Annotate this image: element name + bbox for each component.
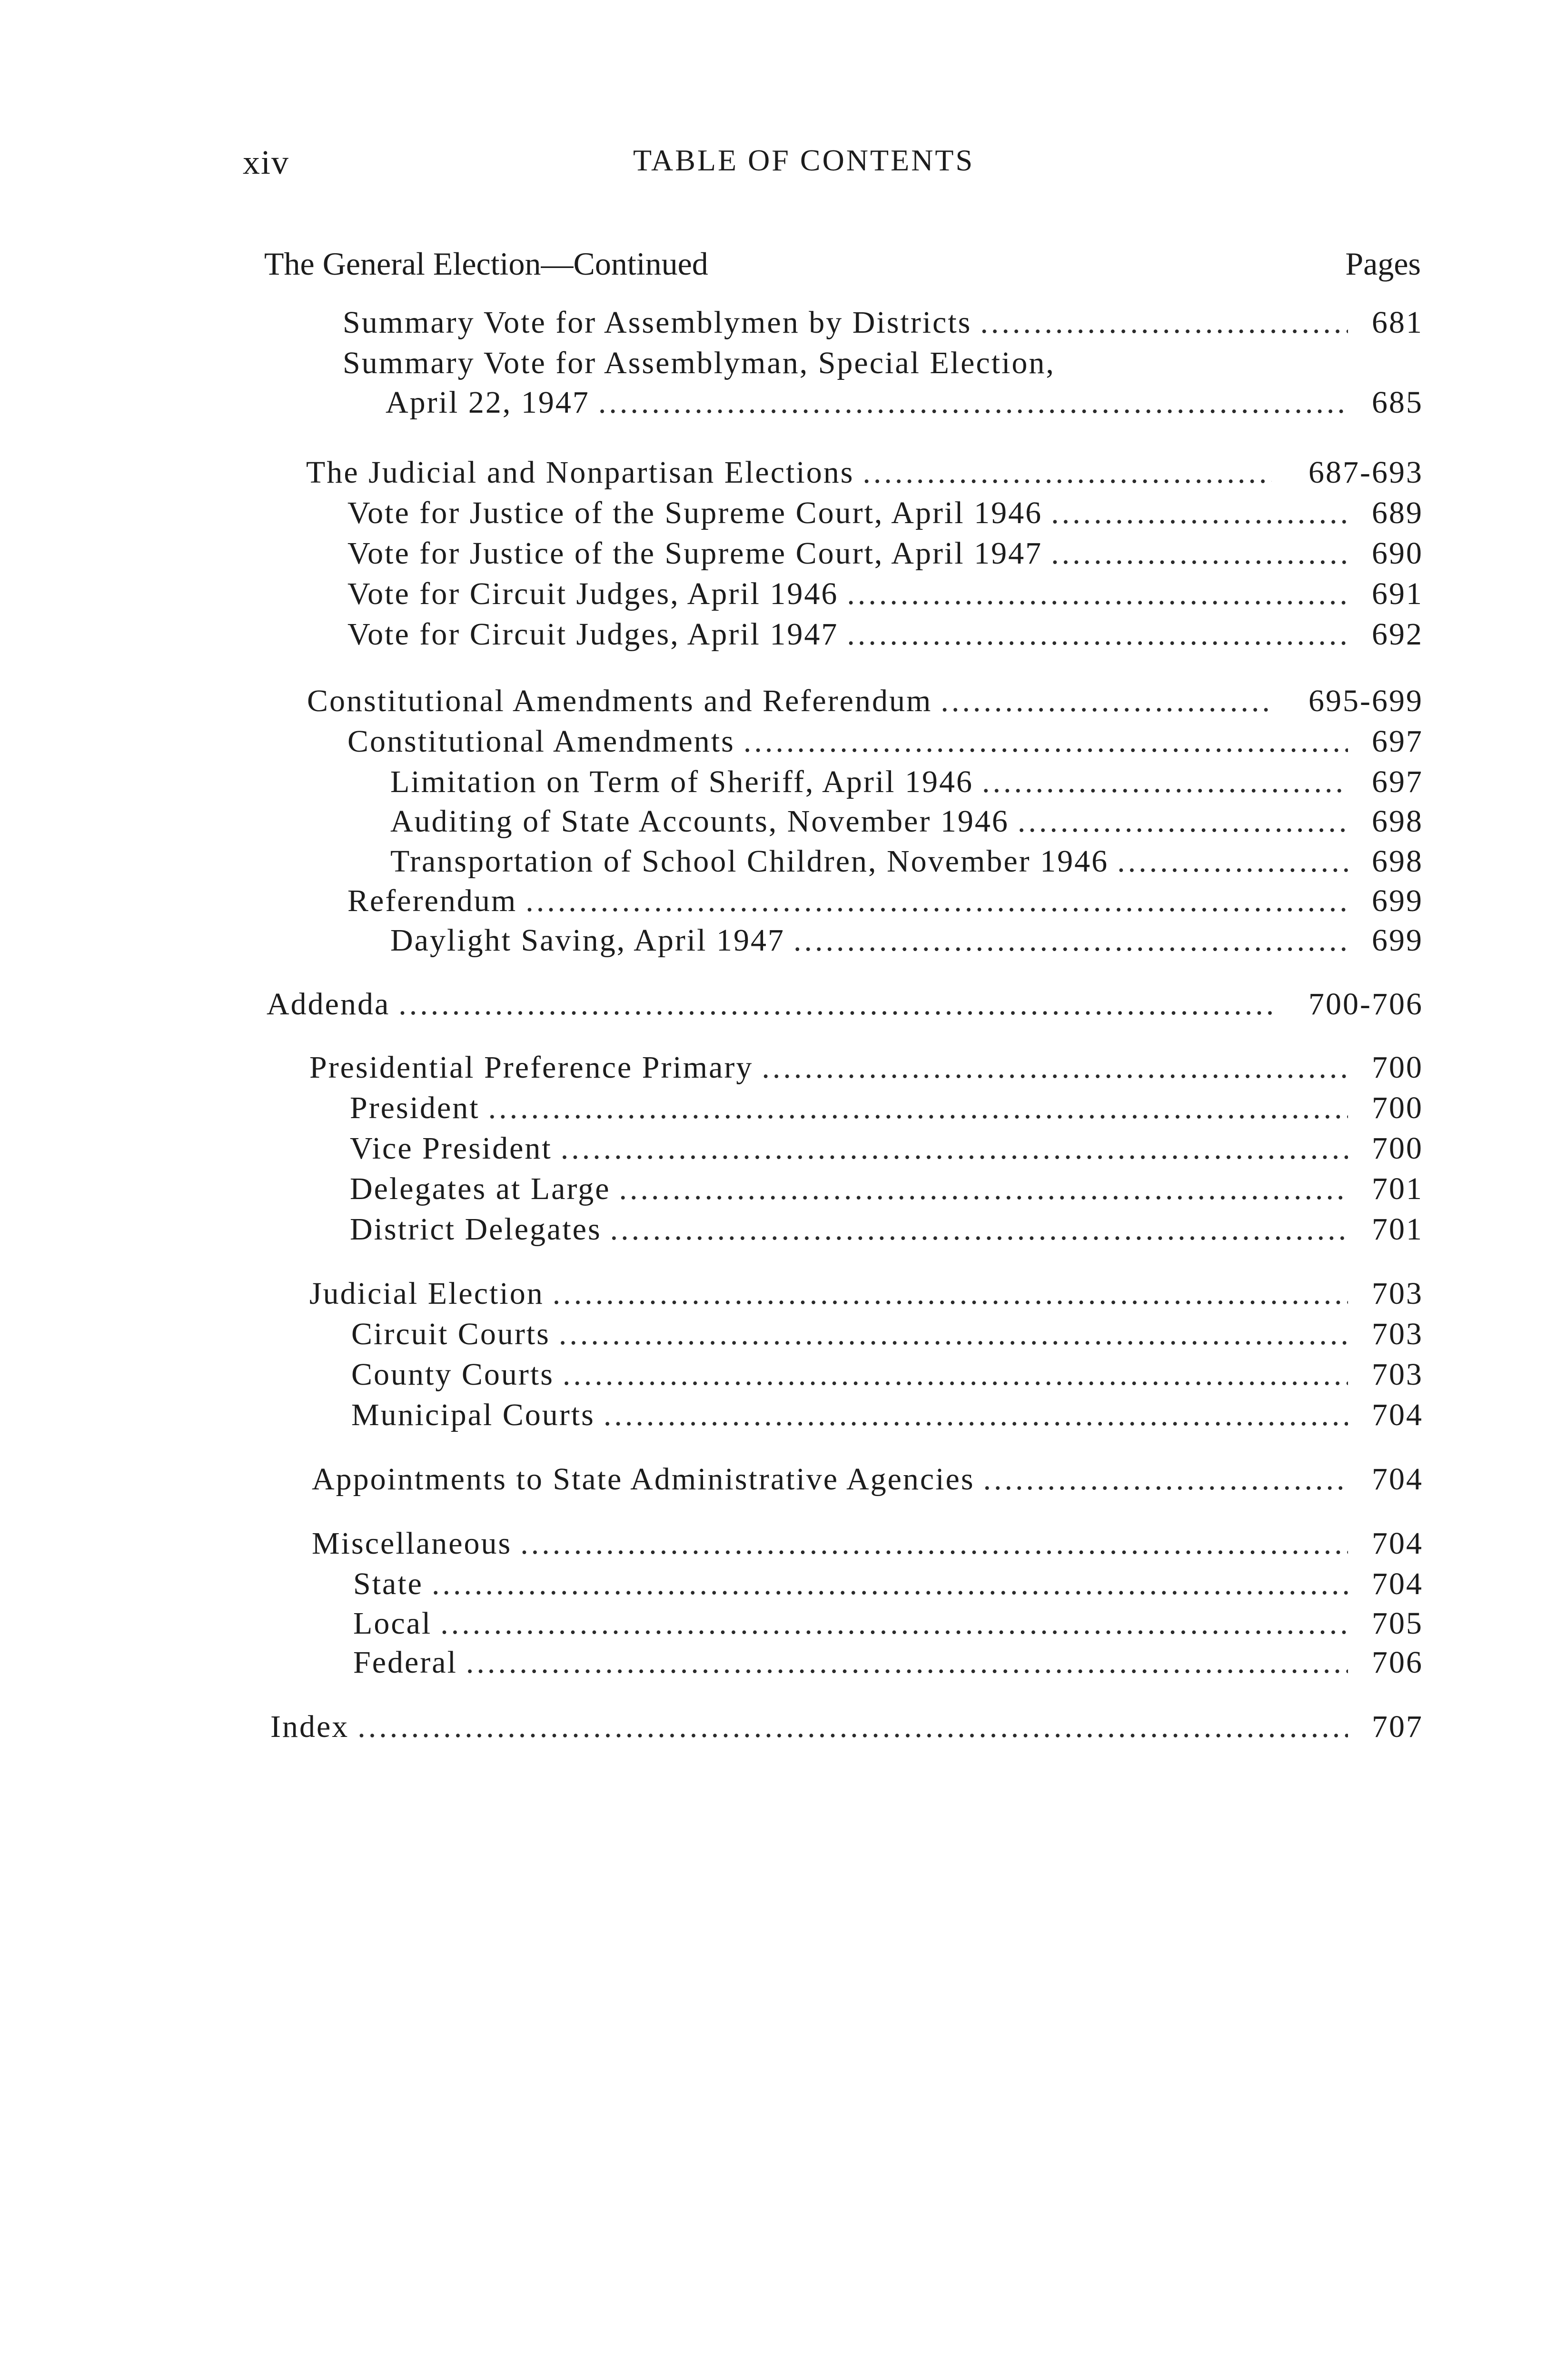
toc-entry	[309, 1276, 1423, 1316]
toc-entry	[347, 724, 1423, 764]
toc-entry	[343, 305, 1423, 345]
dot-leader	[561, 1130, 1348, 1167]
toc-entry-title: Summary Vote for Assemblyman, Special Election,	[343, 346, 1055, 380]
toc-entry-page: 704	[1372, 1526, 1423, 1561]
toc-entry-title: Delegates at Large	[350, 1171, 611, 1206]
dot-leader	[941, 683, 1272, 719]
toc-entry-page: 698	[1372, 804, 1423, 839]
dot-leader	[610, 1211, 1348, 1248]
toc-entry	[347, 576, 1423, 616]
toc-entry-page: 689	[1372, 496, 1423, 530]
toc-entry	[347, 616, 1423, 656]
toc-entry	[390, 843, 1423, 883]
toc-entry-page: 703	[1372, 1357, 1423, 1392]
dot-leader	[440, 1606, 1348, 1642]
dot-leader	[553, 1276, 1348, 1312]
toc-entry-title: Summary Vote for Assemblymen by Districts	[343, 305, 972, 340]
toc-entry	[350, 1171, 1423, 1211]
dot-leader	[432, 1566, 1348, 1602]
toc-entry-page: 701	[1372, 1171, 1423, 1206]
toc-entry-page: 700	[1372, 1131, 1423, 1166]
dot-leader	[1018, 803, 1348, 840]
toc-entry-page: 704	[1372, 1462, 1423, 1497]
toc-entry-title: Presidential Preference Primary	[309, 1050, 753, 1085]
dot-leader	[563, 1357, 1348, 1393]
toc-entry	[347, 536, 1423, 575]
dot-leader	[793, 922, 1348, 959]
toc-entry-page: 700	[1372, 1050, 1423, 1085]
toc-entry	[267, 986, 1423, 1026]
toc-entry-title: Judicial Election	[309, 1276, 544, 1311]
toc-entry-title: Transportation of School Children, November 1946	[390, 844, 1109, 879]
dot-leader	[847, 576, 1348, 612]
toc-entry	[347, 495, 1423, 535]
toc-entry	[307, 683, 1423, 723]
toc-entry	[350, 1090, 1423, 1130]
dot-leader	[1117, 843, 1348, 880]
toc-entry-title: Vote for Circuit Judges, April 1947	[347, 617, 839, 652]
toc-entry-title: State	[353, 1567, 423, 1601]
toc-entry	[309, 1050, 1423, 1090]
dot-leader	[604, 1397, 1348, 1433]
dot-leader	[847, 616, 1348, 653]
dot-leader	[980, 305, 1348, 341]
dot-leader	[1051, 495, 1348, 531]
toc-entry-page: 687-693	[1308, 455, 1423, 490]
toc-entry	[353, 1606, 1423, 1646]
toc-entry-title: Daylight Saving, April 1947	[390, 923, 785, 958]
toc-entry-page: 700	[1372, 1091, 1423, 1125]
toc-entry-title: Municipal Courts	[351, 1398, 595, 1432]
toc-entry	[270, 1709, 1423, 1749]
toc-entry-title: District Delegates	[350, 1212, 602, 1247]
toc-entry	[351, 1397, 1423, 1437]
dot-leader	[743, 724, 1348, 760]
toc-entry-title: The Judicial and Nonpartisan Elections	[306, 455, 854, 490]
dot-leader	[559, 1316, 1348, 1352]
section-heading	[264, 245, 1421, 288]
toc-entry-page: 685	[1372, 385, 1423, 420]
dot-leader	[520, 1526, 1348, 1562]
page-title: TABLE OF CONTENTS	[633, 143, 975, 177]
toc-entry-page: 704	[1372, 1398, 1423, 1432]
toc-entry-page: 697	[1372, 764, 1423, 799]
dot-leader	[525, 883, 1348, 919]
toc-entry-title: Vice President	[350, 1131, 552, 1166]
toc-entry	[350, 1130, 1423, 1170]
dot-leader	[862, 455, 1272, 491]
toc-entry-title: Local	[353, 1606, 432, 1641]
toc-entry-page: 698	[1372, 844, 1423, 879]
toc-entry-title: Vote for Justice of the Supreme Court, April 1946	[347, 496, 1043, 530]
toc-entry	[353, 1566, 1423, 1606]
toc-entry-page: 704	[1372, 1567, 1423, 1601]
toc-entry-title: Vote for Circuit Judges, April 1946	[347, 576, 839, 611]
toc-entry-title: Referendum	[347, 883, 517, 918]
toc-entry-page: 691	[1372, 576, 1423, 611]
toc-entry-title: Appointments to State Administrative Agencies	[312, 1462, 975, 1497]
toc-entry-page: 703	[1372, 1276, 1423, 1311]
dot-leader	[762, 1050, 1348, 1086]
dot-leader	[1051, 536, 1348, 572]
toc-entry-title: Addenda	[267, 987, 390, 1021]
dot-leader	[982, 764, 1348, 800]
toc-entry	[306, 455, 1423, 495]
toc-entry-page: 697	[1372, 724, 1423, 759]
toc-entry-page: 690	[1372, 536, 1423, 571]
toc-entry-title: Index	[270, 1709, 349, 1744]
toc-entry	[343, 345, 1423, 385]
toc-entry	[312, 1526, 1423, 1566]
page-folio: xiv	[243, 143, 290, 181]
dot-leader	[357, 1709, 1348, 1745]
toc-entry-page: 695-699	[1308, 684, 1423, 718]
dot-leader	[398, 986, 1272, 1022]
toc-entry-title: Constitutional Amendments	[347, 724, 735, 759]
toc-entry-title: Constitutional Amendments and Referendum	[307, 684, 932, 718]
toc-entry-title: Miscellaneous	[312, 1526, 512, 1561]
dot-leader	[466, 1645, 1348, 1681]
toc-entry-page: 703	[1372, 1317, 1423, 1351]
toc-entry-title: President	[350, 1091, 480, 1125]
dot-leader	[598, 385, 1348, 421]
section-title: The General Election—Continued	[264, 246, 708, 282]
toc-entry-page: 692	[1372, 617, 1423, 652]
toc-entry-page: 681	[1372, 305, 1423, 340]
toc-entry	[390, 764, 1423, 804]
toc-entry	[351, 1357, 1423, 1397]
toc-entry-title: Vote for Justice of the Supreme Court, April 1947	[347, 536, 1043, 571]
toc-entry-page: 701	[1372, 1212, 1423, 1247]
toc-entry-page: 705	[1372, 1606, 1423, 1641]
dot-leader	[488, 1090, 1348, 1126]
toc-entry-page: 706	[1372, 1645, 1423, 1680]
toc-entry-page: 700-706	[1308, 987, 1423, 1021]
toc-entry-title: Federal	[353, 1645, 457, 1680]
toc-entry	[353, 1645, 1423, 1685]
toc-entry-title: Auditing of State Accounts, November 1946	[390, 804, 1009, 839]
toc-entry	[390, 803, 1423, 843]
toc-entry-title: Limitation on Term of Sheriff, April 1946	[390, 764, 973, 799]
dot-leader	[983, 1461, 1348, 1497]
running-head	[0, 143, 1546, 186]
toc-entry-title: County Courts	[351, 1357, 554, 1392]
toc-entry	[351, 1316, 1423, 1356]
toc-entry	[390, 922, 1423, 962]
toc-entry-title: April 22, 1947	[386, 385, 590, 420]
dot-leader	[619, 1171, 1348, 1207]
toc-entry-page: 699	[1372, 923, 1423, 958]
toc-entry-page: 707	[1372, 1709, 1423, 1744]
toc-entry-title: Circuit Courts	[351, 1317, 550, 1351]
pages-column-label: Pages	[1345, 246, 1421, 282]
toc-entry	[350, 1211, 1423, 1251]
toc-entry	[386, 385, 1423, 425]
toc-entry-page: 699	[1372, 883, 1423, 918]
toc-entry	[312, 1461, 1423, 1501]
toc-entry	[347, 883, 1423, 923]
